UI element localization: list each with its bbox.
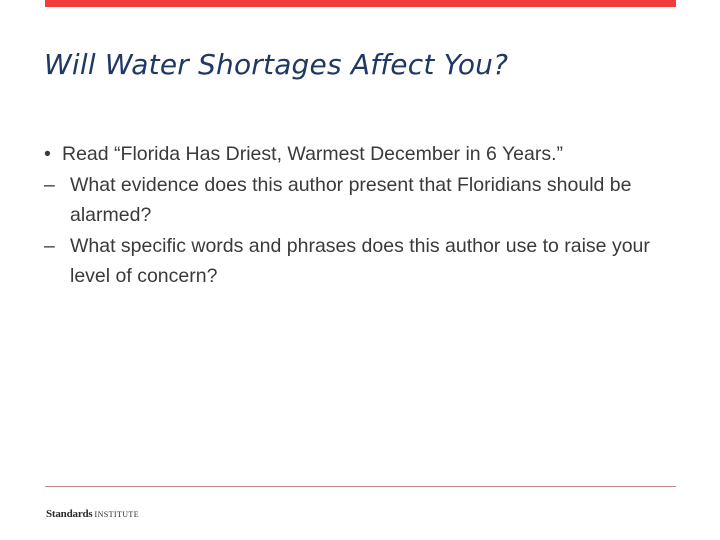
- sub-bullet-item: [44, 231, 680, 292]
- dash-icon: –: [44, 234, 55, 257]
- bullet-icon: •: [44, 143, 51, 165]
- sub-bullet-list: [44, 170, 684, 292]
- logo-sub-text: INSTITUTE: [94, 510, 139, 519]
- footer-logo: [46, 504, 139, 522]
- sub-bullet-text: What specific words and phrases does this author use to raise your level of concern?: [70, 234, 650, 287]
- footer-divider: [45, 486, 676, 487]
- slide-title: Will Water Shortages Affect You?: [44, 48, 509, 81]
- bullet-item: [44, 139, 684, 170]
- slide-content: [44, 139, 684, 292]
- dash-icon: –: [44, 173, 55, 196]
- bullet-text: Read “Florida Has Driest, Warmest December in 6 Years.”: [62, 143, 564, 165]
- logo-main-text: Standards: [46, 508, 93, 520]
- sub-bullet-text: What evidence does this author present that Floridians should be alarmed?: [70, 173, 632, 226]
- top-accent-bar: [45, 0, 676, 7]
- sub-bullet-item: [44, 170, 680, 231]
